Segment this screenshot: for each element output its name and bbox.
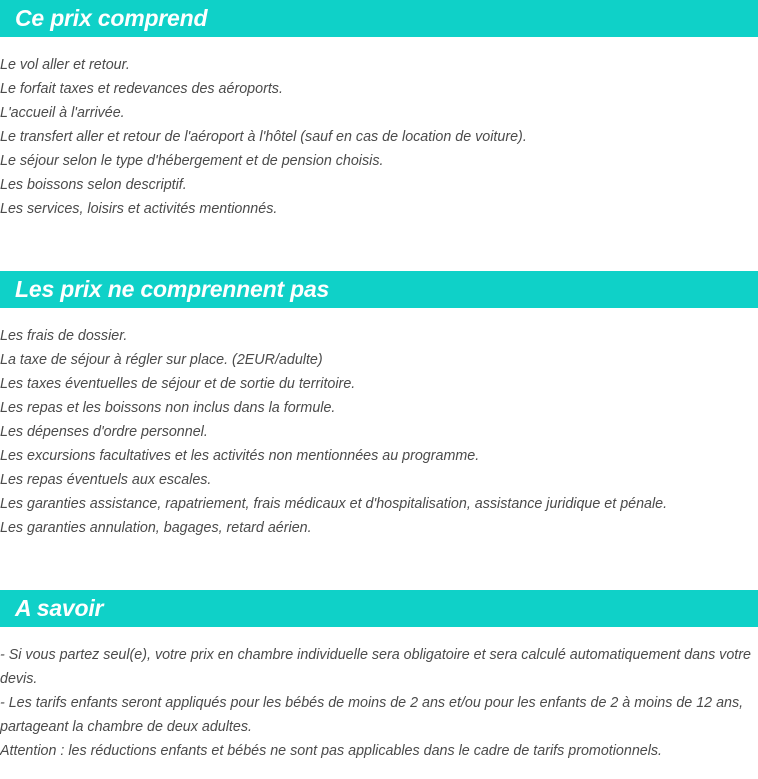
info-paragraph: Attention : les réductions enfants et bébés ne sont pas applicables dans le cadre de tarifs promotionnels. (0, 743, 663, 759)
info-paragraph: - Si vous partez seul(e), votre prix en chambre individuelle sera obligatoire et sera calculé automatiquement dans votre devis. (0, 647, 751, 687)
section-header (0, 271, 758, 308)
info-paragraph: - Les tarifs enfants seront appliqués pour les bébés de moins de 2 ans et/ou pour les enfants de 2 à moins de 12 ans, partageant la chambre de deux adultes. (0, 695, 744, 735)
list-item: L'accueil à l'arrivée. (0, 105, 125, 121)
list-item: Les frais de dossier. (0, 328, 128, 344)
list-item: Les dépenses d'ordre personnel. (0, 424, 208, 440)
included-list (0, 53, 758, 221)
list-item: Les garanties assistance, rapatriement, frais médicaux et d'hospitalisation, assistance juridique et pénale. (0, 496, 668, 512)
section-header (0, 590, 758, 627)
section-title: Les prix ne comprennent pas (15, 276, 330, 302)
section-title: Ce prix comprend (15, 5, 208, 31)
list-item: Les repas et les boissons non inclus dans la formule. (0, 400, 336, 416)
section-a-savoir (0, 590, 758, 763)
list-item: Les taxes éventuelles de séjour et de sortie du territoire. (0, 376, 356, 392)
excluded-list (0, 324, 758, 540)
list-item: Les boissons selon descriptif. (0, 177, 187, 193)
list-item: Les garanties annulation, bagages, retard aérien. (0, 520, 312, 536)
info-list (0, 643, 758, 763)
list-item: Le vol aller et retour. (0, 57, 130, 73)
list-item: Le séjour selon le type d'hébergement et de pension choisis. (0, 153, 384, 169)
section-non-inclus (0, 271, 758, 540)
list-item: Les services, loisirs et activités mentionnés. (0, 201, 278, 217)
list-item: Le forfait taxes et redevances des aéroports. (0, 81, 283, 97)
section-ce-prix-comprend (0, 0, 758, 221)
section-header (0, 0, 758, 37)
list-item: Les repas éventuels aux escales. (0, 472, 212, 488)
list-item: Les excursions facultatives et les activités non mentionnées au programme. (0, 448, 480, 464)
list-item: Le transfert aller et retour de l'aéroport à l'hôtel (sauf en cas de location de voiture). (0, 129, 527, 145)
list-item: La taxe de séjour à régler sur place. (2EUR/adulte) (0, 352, 323, 368)
section-title: A savoir (15, 595, 104, 621)
